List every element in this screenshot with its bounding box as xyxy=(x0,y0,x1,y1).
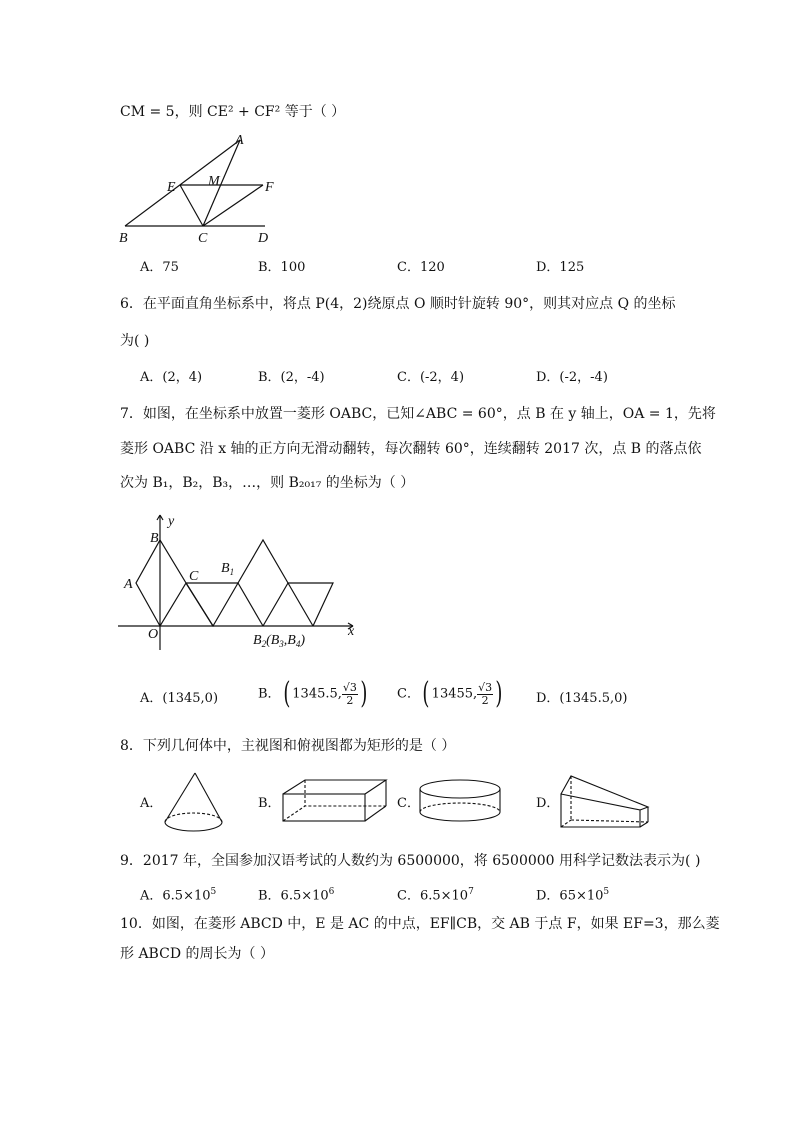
rectangular-prism-icon xyxy=(280,776,390,826)
q8-option-d[interactable]: D． xyxy=(536,796,560,811)
q7-label-a: A xyxy=(124,577,133,592)
triangular-prism-icon xyxy=(558,772,658,832)
q7-stem-line2: 菱形 OABC 沿 x 轴的正方向无滑动翻转，每次翻转 60°，连续翻转 2017 次，点 B 的落点依 xyxy=(120,441,702,457)
q8-stem: 8．下列几何体中，主视图和俯视图都为矩形的是（ ） xyxy=(120,738,456,754)
q5-option-c[interactable]: C．120 xyxy=(397,260,445,275)
q9-option-b[interactable]: B．$6.5\times 10^6$ xyxy=(258,887,335,904)
q5-figure xyxy=(115,130,295,250)
q7-label-b1: $B_1$ xyxy=(221,561,235,577)
q7-label-b2: $B_2(B_3,B_4)$ xyxy=(253,633,306,649)
q7-option-b[interactable]: B．( 1345.5, $\frac{√3}{2}$ ) xyxy=(258,676,368,711)
q5-label-m: M xyxy=(208,174,220,189)
q7-option-c[interactable]: C．( 13455, $\frac{√3}{2}$ ) xyxy=(397,676,503,711)
q7-label-b: B xyxy=(150,531,159,546)
q9-stem: 9．2017 年，全国参加汉语考试的人数约为 6500000，将 6500000 用科学记数法表示为( ) xyxy=(120,853,701,869)
q10-stem-line2: 形 ABCD 的周长为（ ） xyxy=(120,946,274,962)
q5-stem: CM = 5，则 CE² + CF² 等于（ ） xyxy=(120,104,346,120)
q7-option-c-fraction: $\frac{√3}{2}$ xyxy=(478,680,493,707)
q5-option-a[interactable]: A．75 xyxy=(140,260,179,275)
q7-label-y: y xyxy=(168,514,175,529)
q5-label-c: C xyxy=(198,231,208,246)
q6-option-c[interactable]: C．(-2，4) xyxy=(397,370,465,385)
q7-option-b-fraction: $\frac{√3}{2}$ xyxy=(342,680,357,707)
q7-label-o: O xyxy=(148,627,159,642)
q7-option-d[interactable]: D．(1345.5,0) xyxy=(536,691,628,706)
q9-option-c[interactable]: C．$6.5\times 10^7$ xyxy=(397,887,474,904)
q9-option-d[interactable]: D．$65\times 10^5$ xyxy=(536,887,610,904)
q5-label-e: E xyxy=(167,180,176,195)
q6-option-d[interactable]: D．(-2，-4) xyxy=(536,370,608,385)
q5-label-d: D xyxy=(258,231,269,246)
q5-label-f: F xyxy=(265,180,274,195)
q5-label-a: A xyxy=(235,133,244,148)
q8-option-c[interactable]: C． xyxy=(397,796,420,811)
q5-option-d[interactable]: D．125 xyxy=(536,260,585,275)
q6-option-a[interactable]: A．(2，4) xyxy=(140,370,203,385)
q7-stem-line1: 7．如图，在坐标系中放置一菱形 OABC，已知∠ABC = 60°，点 B 在 y 轴上，OA = 1，先将 xyxy=(120,406,716,422)
q8-option-b[interactable]: B． xyxy=(258,796,281,811)
q5-label-b: B xyxy=(119,231,128,246)
q7-stem-line3: 次为 B₁，B₂，B₃，…，则 B₂₀₁₇ 的坐标为（ ） xyxy=(120,475,415,491)
q6-stem-line2: 为( ) xyxy=(120,333,150,349)
q5-option-b[interactable]: B．100 xyxy=(258,260,306,275)
q9-option-a[interactable]: A．$6.5\times 10^5$ xyxy=(140,887,217,904)
q8-option-a[interactable]: A． xyxy=(140,796,163,811)
q10-stem-line1: 10．如图，在菱形 ABCD 中，E 是 AC 的中点，EF∥CB，交 AB 于点 F，如果 EF=3，那么菱 xyxy=(120,916,720,932)
q6-stem-line1: 6．在平面直角坐标系中，将点 P(4，2)绕原点 O 顺时针旋转 90°，则其对应点 Q 的坐标 xyxy=(120,296,676,312)
q7-figure xyxy=(118,510,378,660)
q7-option-a[interactable]: A．(1345,0) xyxy=(140,691,219,706)
cone-icon xyxy=(160,770,230,840)
q6-option-b[interactable]: B．(2，-4) xyxy=(258,370,325,385)
q7-label-c: C xyxy=(189,569,199,584)
q7-label-x: x xyxy=(348,624,355,639)
cylinder-icon xyxy=(418,778,508,828)
